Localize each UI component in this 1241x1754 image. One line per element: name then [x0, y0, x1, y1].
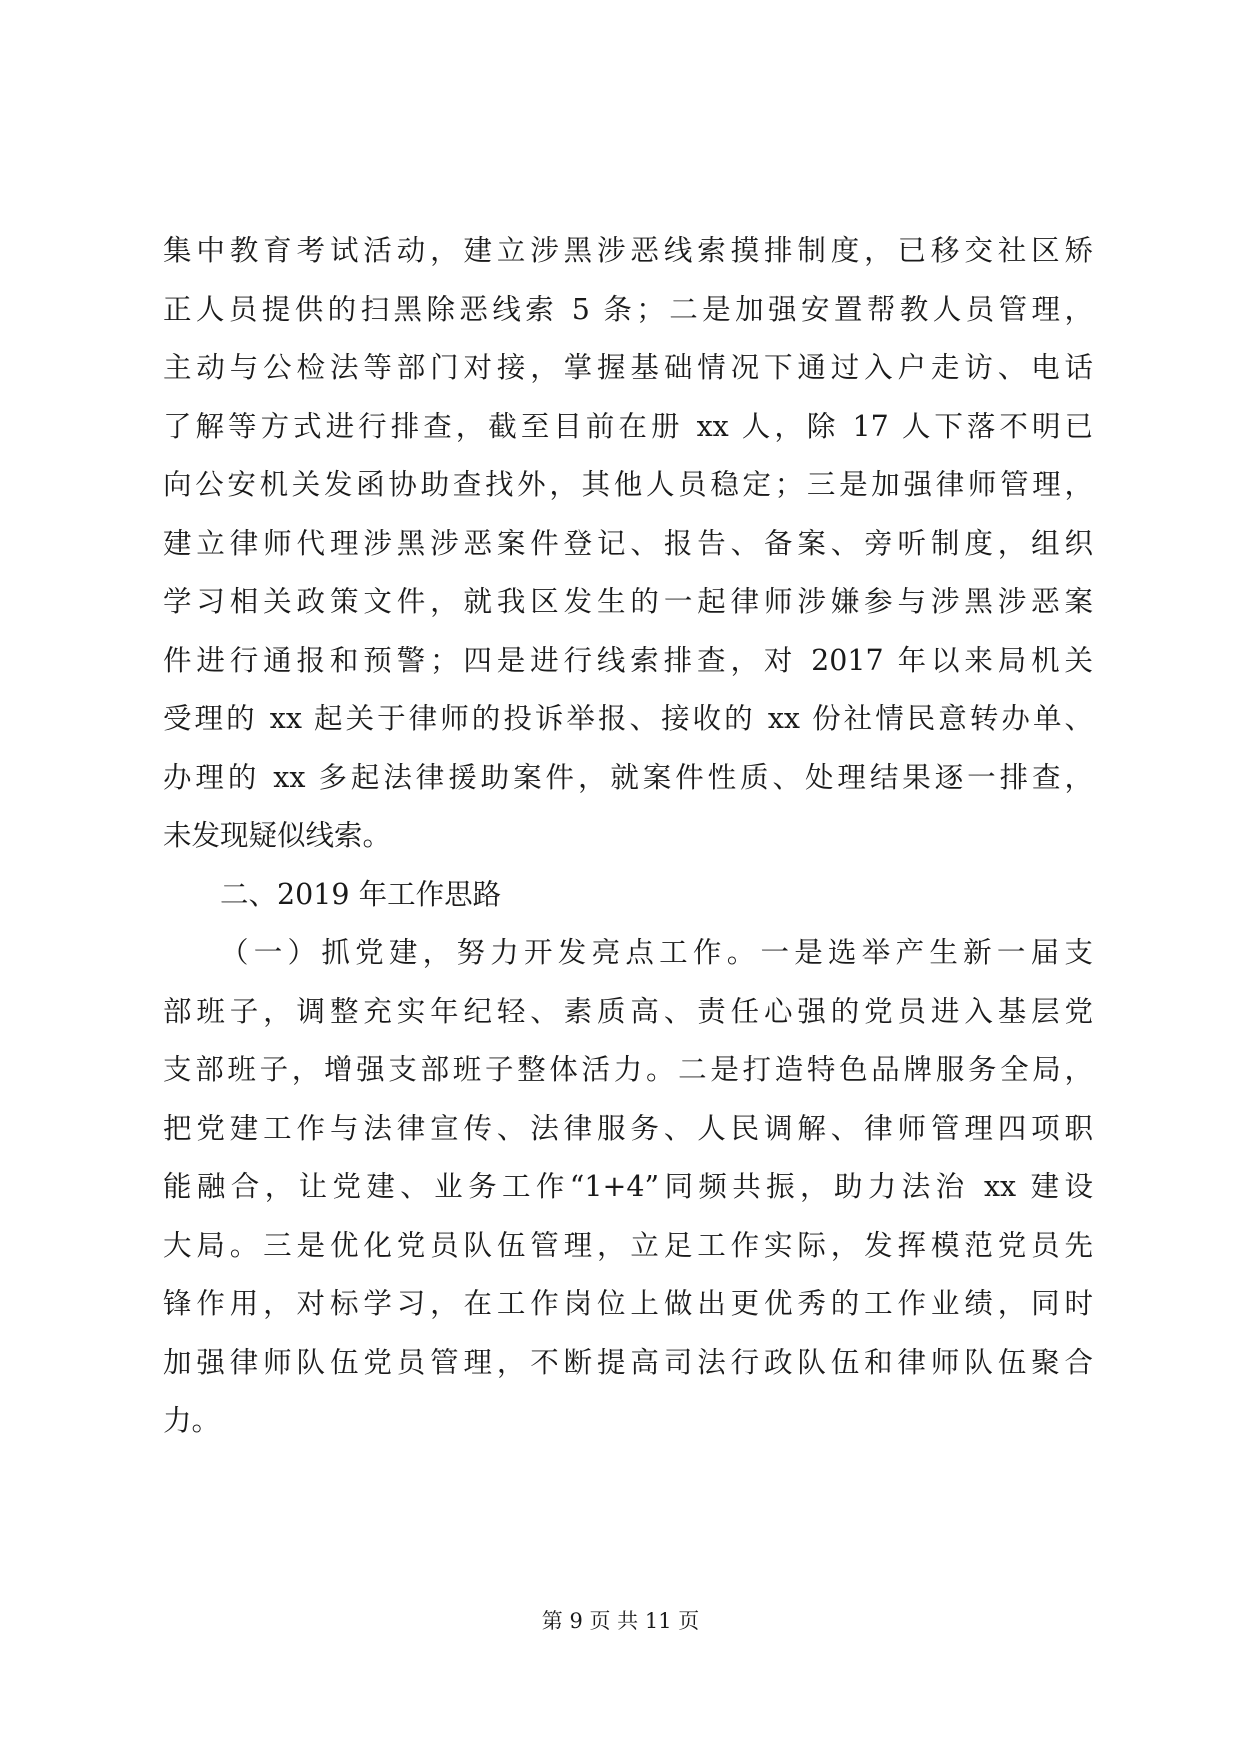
text-line: 学习相关政策文件，就我区发生的一起律师涉嫌参与涉黑涉恶案 — [163, 585, 1093, 618]
text-line: 向公安机关发函协助查找外，其他人员稳定；三是加强律师管理， — [163, 468, 1093, 501]
text-line: 建立律师代理涉黑涉恶案件登记、报告、备案、旁听制度，组织 — [163, 526, 1093, 560]
text-line: 大局。三是优化党员队伍管理，立足工作实际，发挥模范党员先 — [163, 1228, 1093, 1262]
text-line: 集中教育考试活动，建立涉黑涉恶线索摸排制度，已移交社区矫 — [163, 234, 1093, 267]
text-line: 办理的 xx 多起法律援助案件，就案件性质、处理结果逐一排查， — [163, 760, 1093, 794]
text-line: 支部班子，增强支部班子整体活力。二是打造特色品牌服务全局， — [163, 1053, 1093, 1086]
text-line: 未发现疑似线索。 — [163, 819, 392, 852]
text-line: 主动与公检法等部门对接，掌握基础情况下通过入户走访、电话 — [163, 351, 1093, 384]
body-text — [163, 222, 1093, 1451]
text-line: 件进行通报和预警；四是进行线索排查，对 2017 年以来局机关 — [163, 643, 1093, 677]
text-line: 受理的 xx 起关于律师的投诉举报、接收的 xx 份社情民意转办单、 — [163, 702, 1093, 735]
section-heading: 二、2019 年工作思路 — [220, 877, 502, 911]
text-line: 加强律师队伍党员管理，不断提高司法行政队伍和律师队伍聚合 — [163, 1345, 1093, 1379]
text-line: （一）抓党建，努力开发亮点工作。一是选举产生新一届支 — [220, 936, 1093, 969]
text-line: 了解等方式进行排查，截至目前在册 xx 人，除 17 人下落不明已 — [163, 409, 1093, 443]
text-line: 力。 — [163, 1404, 221, 1437]
text-line: 正人员提供的扫黑除恶线索 5 条；二是加强安置帮教人员管理， — [163, 292, 1093, 326]
text-line: 把党建工作与法律宣传、法律服务、人民调解、律师管理四项职 — [163, 1111, 1093, 1145]
text-line: 部班子，调整充实年纪轻、素质高、责任心强的党员进入基层党 — [163, 994, 1093, 1028]
page-number-footer: 第 9 页 共 11 页 — [541, 1609, 700, 1633]
text-line: 锋作用，对标学习，在工作岗位上做出更优秀的工作业绩，同时 — [163, 1287, 1093, 1320]
text-line: 能融合，让党建、业务工作“1+4”同频共振，助力法治 xx 建设 — [163, 1170, 1093, 1203]
